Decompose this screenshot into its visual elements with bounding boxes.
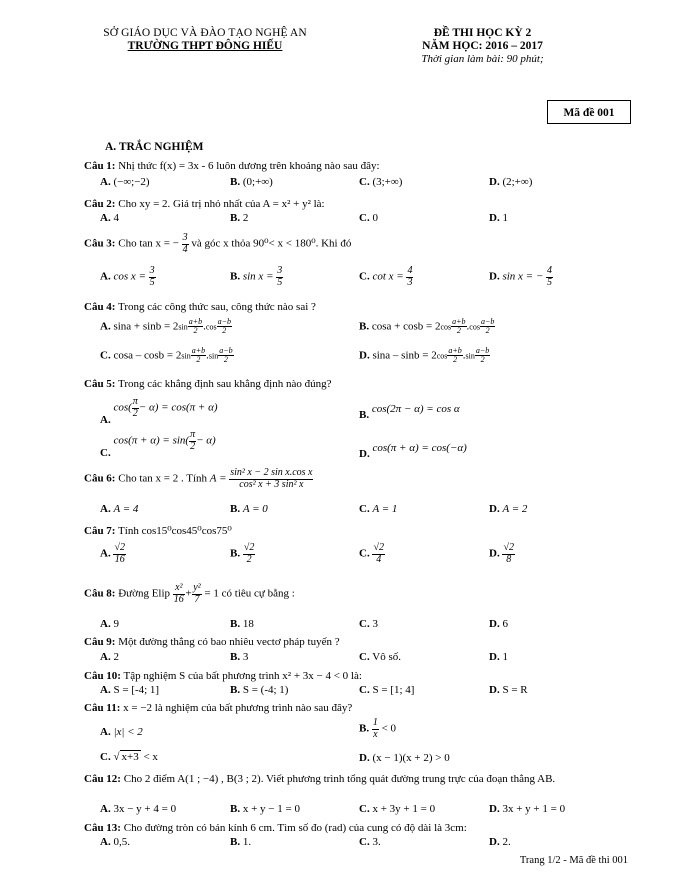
option-label: C. bbox=[359, 176, 370, 188]
option-text: 0 bbox=[372, 212, 378, 224]
option-label: A. bbox=[100, 176, 111, 188]
option-text: 1 bbox=[502, 212, 508, 224]
option-c: C. $\frac{√2}{4}$ bbox=[359, 542, 384, 565]
option-c: C. Vô số. bbox=[359, 651, 401, 663]
option-label: B. bbox=[230, 176, 241, 188]
option-a: A. cos( $\frac{\pi}{2}$ − α) = cos(π + α) bbox=[100, 396, 218, 426]
option-b: B. A = 0 bbox=[230, 503, 268, 515]
option-text: 4 bbox=[113, 212, 119, 224]
option-label: C. bbox=[359, 270, 370, 283]
option-a: A. cos x = $\frac{3}{5}$ bbox=[100, 265, 155, 288]
question-text-2: và góc x thỏa 90⁰< x < 180⁰. Khi đó bbox=[191, 237, 352, 250]
question-label: Câu 5: bbox=[84, 378, 116, 390]
question-13 bbox=[84, 822, 467, 835]
question-5 bbox=[84, 378, 332, 391]
question-label: Câu 12: bbox=[84, 773, 121, 785]
option-label: A. bbox=[100, 270, 111, 283]
option-text: 2 bbox=[242, 212, 249, 224]
question-label: Câu 13: bbox=[84, 822, 121, 834]
question-label: Câu 10: bbox=[84, 670, 121, 682]
question-label: Câu 8: bbox=[84, 587, 116, 600]
option-a: A. 2 bbox=[100, 651, 119, 663]
question-text: Cho xy = 2. Giá trị nhỏ nhất của A = x² + y² là: bbox=[118, 198, 325, 210]
question-text: Nhị thức f(x) = 3x - 6 luôn dương trên khoảng nào sau đây: bbox=[118, 160, 380, 172]
question-label: Câu 11: bbox=[84, 702, 121, 714]
question-text: x = −2 là nghiệm của bất phương trình nào sau đây? bbox=[123, 702, 353, 714]
question-3 bbox=[84, 233, 351, 255]
option-a: A. 9 bbox=[100, 618, 119, 630]
option-d: D. 2. bbox=[489, 836, 511, 848]
question-label: Câu 6: bbox=[84, 472, 116, 485]
question-text: Trong các khẳng định sau khẳng định nào đúng? bbox=[118, 378, 332, 390]
question-text: Cho tan x = 2 . Tính bbox=[118, 472, 208, 485]
question-text: Đường Elip bbox=[118, 587, 171, 600]
option-a: A. A = 4 bbox=[100, 503, 139, 515]
question-4 bbox=[84, 301, 316, 314]
option-d: D. S = R bbox=[489, 684, 528, 696]
time-limit: Thời gian làm bài: 90 phút; bbox=[421, 53, 544, 66]
option-c: C. cos(π + α) = sin( $\frac{\pi}{2}$ − α) bbox=[100, 429, 216, 459]
option-a: A. 3x − y + 4 = 0 bbox=[100, 803, 177, 815]
option-b: B. 18 bbox=[230, 618, 254, 630]
option-c: C. 3 bbox=[359, 618, 378, 630]
option-d: D. $\frac{√2}{8}$ bbox=[489, 542, 514, 565]
question-text: Một đường thẳng có bao nhiêu vectơ pháp tuyến ? bbox=[118, 636, 340, 648]
question-label: Câu 1: bbox=[84, 160, 116, 172]
school-year: NĂM HỌC: 2016 – 2017 bbox=[422, 40, 543, 53]
question-9 bbox=[84, 636, 340, 649]
option-label: A. bbox=[100, 212, 111, 224]
option-b bbox=[230, 212, 248, 225]
option-text: (−∞;−2) bbox=[113, 176, 150, 188]
question-text-2: = 1 có tiêu cự bằng : bbox=[204, 587, 295, 600]
option-b: B. $\frac{1}{x}$ < 0 bbox=[359, 717, 397, 740]
question-7 bbox=[84, 525, 232, 538]
option-a: A. 0,5. bbox=[100, 836, 130, 848]
header-right bbox=[395, 27, 570, 66]
section-title: A. TRẮC NGHIỆM bbox=[105, 141, 204, 153]
question-8: Câu 8: Đường Elip $\frac{\text{x²}}{16}$ + $\frac{\text{y²}}{7}$ = 1 có tiêu cự bằng : bbox=[84, 582, 295, 605]
option-b: B. 1. bbox=[230, 836, 252, 848]
question-label: Câu 4: bbox=[84, 301, 116, 313]
question-text: Tính cos15⁰cos45⁰cos75⁰ bbox=[118, 525, 232, 537]
option-d bbox=[489, 212, 508, 225]
option-c: C. 3. bbox=[359, 836, 381, 848]
option-a: A. sina + sinb = 2sin $\frac{a+b}{2}$ .cos $\frac{a-b}{2}$ bbox=[100, 317, 231, 336]
question-1 bbox=[84, 160, 380, 173]
question-text: Cho 2 điểm A(1 ; −4) , B(3 ; 2). Viết phương trình tổng quát đường trung trực của đoạn thẳng AB. bbox=[123, 773, 556, 785]
option-d: D. (x − 1)(x + 2) > 0 bbox=[359, 752, 450, 764]
option-d: D. 6 bbox=[489, 618, 508, 630]
option-c: C. cot x = $\frac{4}{3}$ bbox=[359, 265, 413, 288]
option-c: C. cosa – cosb = 2sin $\frac{a+b}{2}$ .sin $\frac{a-b}{2}$ bbox=[100, 346, 233, 365]
department: SỞ GIÁO DỤC VÀ ĐÀO TẠO NGHỆ AN bbox=[103, 27, 307, 39]
option-a: A. S = [-4; 1] bbox=[100, 684, 160, 696]
option-b: B. x + y − 1 = 0 bbox=[230, 803, 300, 815]
option-d: D. 1 bbox=[489, 651, 508, 663]
question-6 bbox=[84, 468, 313, 490]
question-11 bbox=[84, 702, 352, 715]
question-text: Cho đường tròn có bán kính 6 cm. Tìm số đo (rad) của cung có độ dài là 3cm: bbox=[123, 822, 467, 834]
option-d bbox=[489, 176, 532, 189]
option-d: D. sina – sinb = 2cos $\frac{a+b}{2}$ .sin $\frac{a-b}{2}$ bbox=[359, 346, 490, 365]
option-a bbox=[100, 212, 119, 225]
option-c: C. A = 1 bbox=[359, 503, 398, 515]
question-12 bbox=[84, 773, 634, 786]
question-text: Trong các công thức sau, công thức nào sai ? bbox=[118, 301, 316, 313]
question-text: Tập nghiệm S của bất phương trình x² + 3x − 4 < 0 là: bbox=[123, 670, 362, 682]
question-label: Câu 7: bbox=[84, 525, 116, 537]
option-b: B. sin x = $\frac{3}{5}$ bbox=[230, 265, 283, 288]
formula-lhs: A = bbox=[209, 472, 227, 485]
option-label: D. bbox=[489, 176, 500, 188]
option-b: B. S = (-4; 1) bbox=[230, 684, 289, 696]
exam-code-box: Mã đề 001 bbox=[547, 100, 631, 124]
option-b bbox=[230, 176, 273, 189]
option-d: D. cos(π + α) = cos(−α) bbox=[359, 442, 467, 460]
option-c: C. √ x+3 < x bbox=[100, 751, 158, 763]
option-label: C. bbox=[359, 212, 370, 224]
option-a: A. |x| < 2 bbox=[100, 726, 143, 738]
option-a: A. $\frac{√2}{16}$ bbox=[100, 542, 125, 565]
page-footer: Trang 1/2 - Mã đề thi 001 bbox=[519, 855, 628, 866]
option-text: (2;+∞) bbox=[502, 176, 533, 188]
formula-fraction: $\frac{\text{sin² x − 2 sin x.cos x}}{\text{cos² x + 3 sin² x}}$ bbox=[230, 467, 313, 490]
question-label: Câu 9: bbox=[84, 636, 116, 648]
question-text: Cho tan x = − bbox=[118, 237, 179, 250]
option-c: C. S = [1; 4] bbox=[359, 684, 415, 696]
option-text: (3;+∞) bbox=[372, 176, 403, 188]
question-10 bbox=[84, 670, 362, 683]
question-label: Câu 3: bbox=[84, 237, 116, 250]
option-d: D. sin x = − $\frac{4}{5}$ bbox=[489, 265, 553, 288]
question-2 bbox=[84, 198, 325, 211]
question-label: Câu 2: bbox=[84, 198, 116, 210]
option-label: B. bbox=[230, 212, 241, 224]
option-b: B. $\frac{√2}{2}$ bbox=[230, 542, 255, 565]
fraction: $\frac{3}{4}$ bbox=[182, 232, 188, 255]
option-label: D. bbox=[489, 212, 500, 224]
school-name: TRƯỜNG THPT ĐÔNG HIẾU bbox=[127, 40, 283, 53]
exam-title: ĐỀ THI HỌC KỲ 2 bbox=[433, 27, 532, 39]
option-a bbox=[100, 176, 150, 189]
option-b: B. cosa + cosb = 2cos $\frac{a+b}{2}$ .cos $\frac{a-b}{2}$ bbox=[359, 317, 495, 336]
option-c bbox=[359, 212, 378, 225]
option-b: B. cos(2π − α) = cos α bbox=[359, 403, 460, 421]
option-c bbox=[359, 176, 402, 189]
option-c: C. x + 3y + 1 = 0 bbox=[359, 803, 436, 815]
header-left bbox=[85, 27, 325, 53]
option-text: (0;+∞) bbox=[242, 176, 273, 188]
option-label: D. bbox=[489, 270, 500, 283]
option-b: B. 3 bbox=[230, 651, 249, 663]
option-label: B. bbox=[230, 270, 241, 283]
option-d: D. 3x + y + 1 = 0 bbox=[489, 803, 566, 815]
option-d: D. A = 2 bbox=[489, 503, 528, 515]
